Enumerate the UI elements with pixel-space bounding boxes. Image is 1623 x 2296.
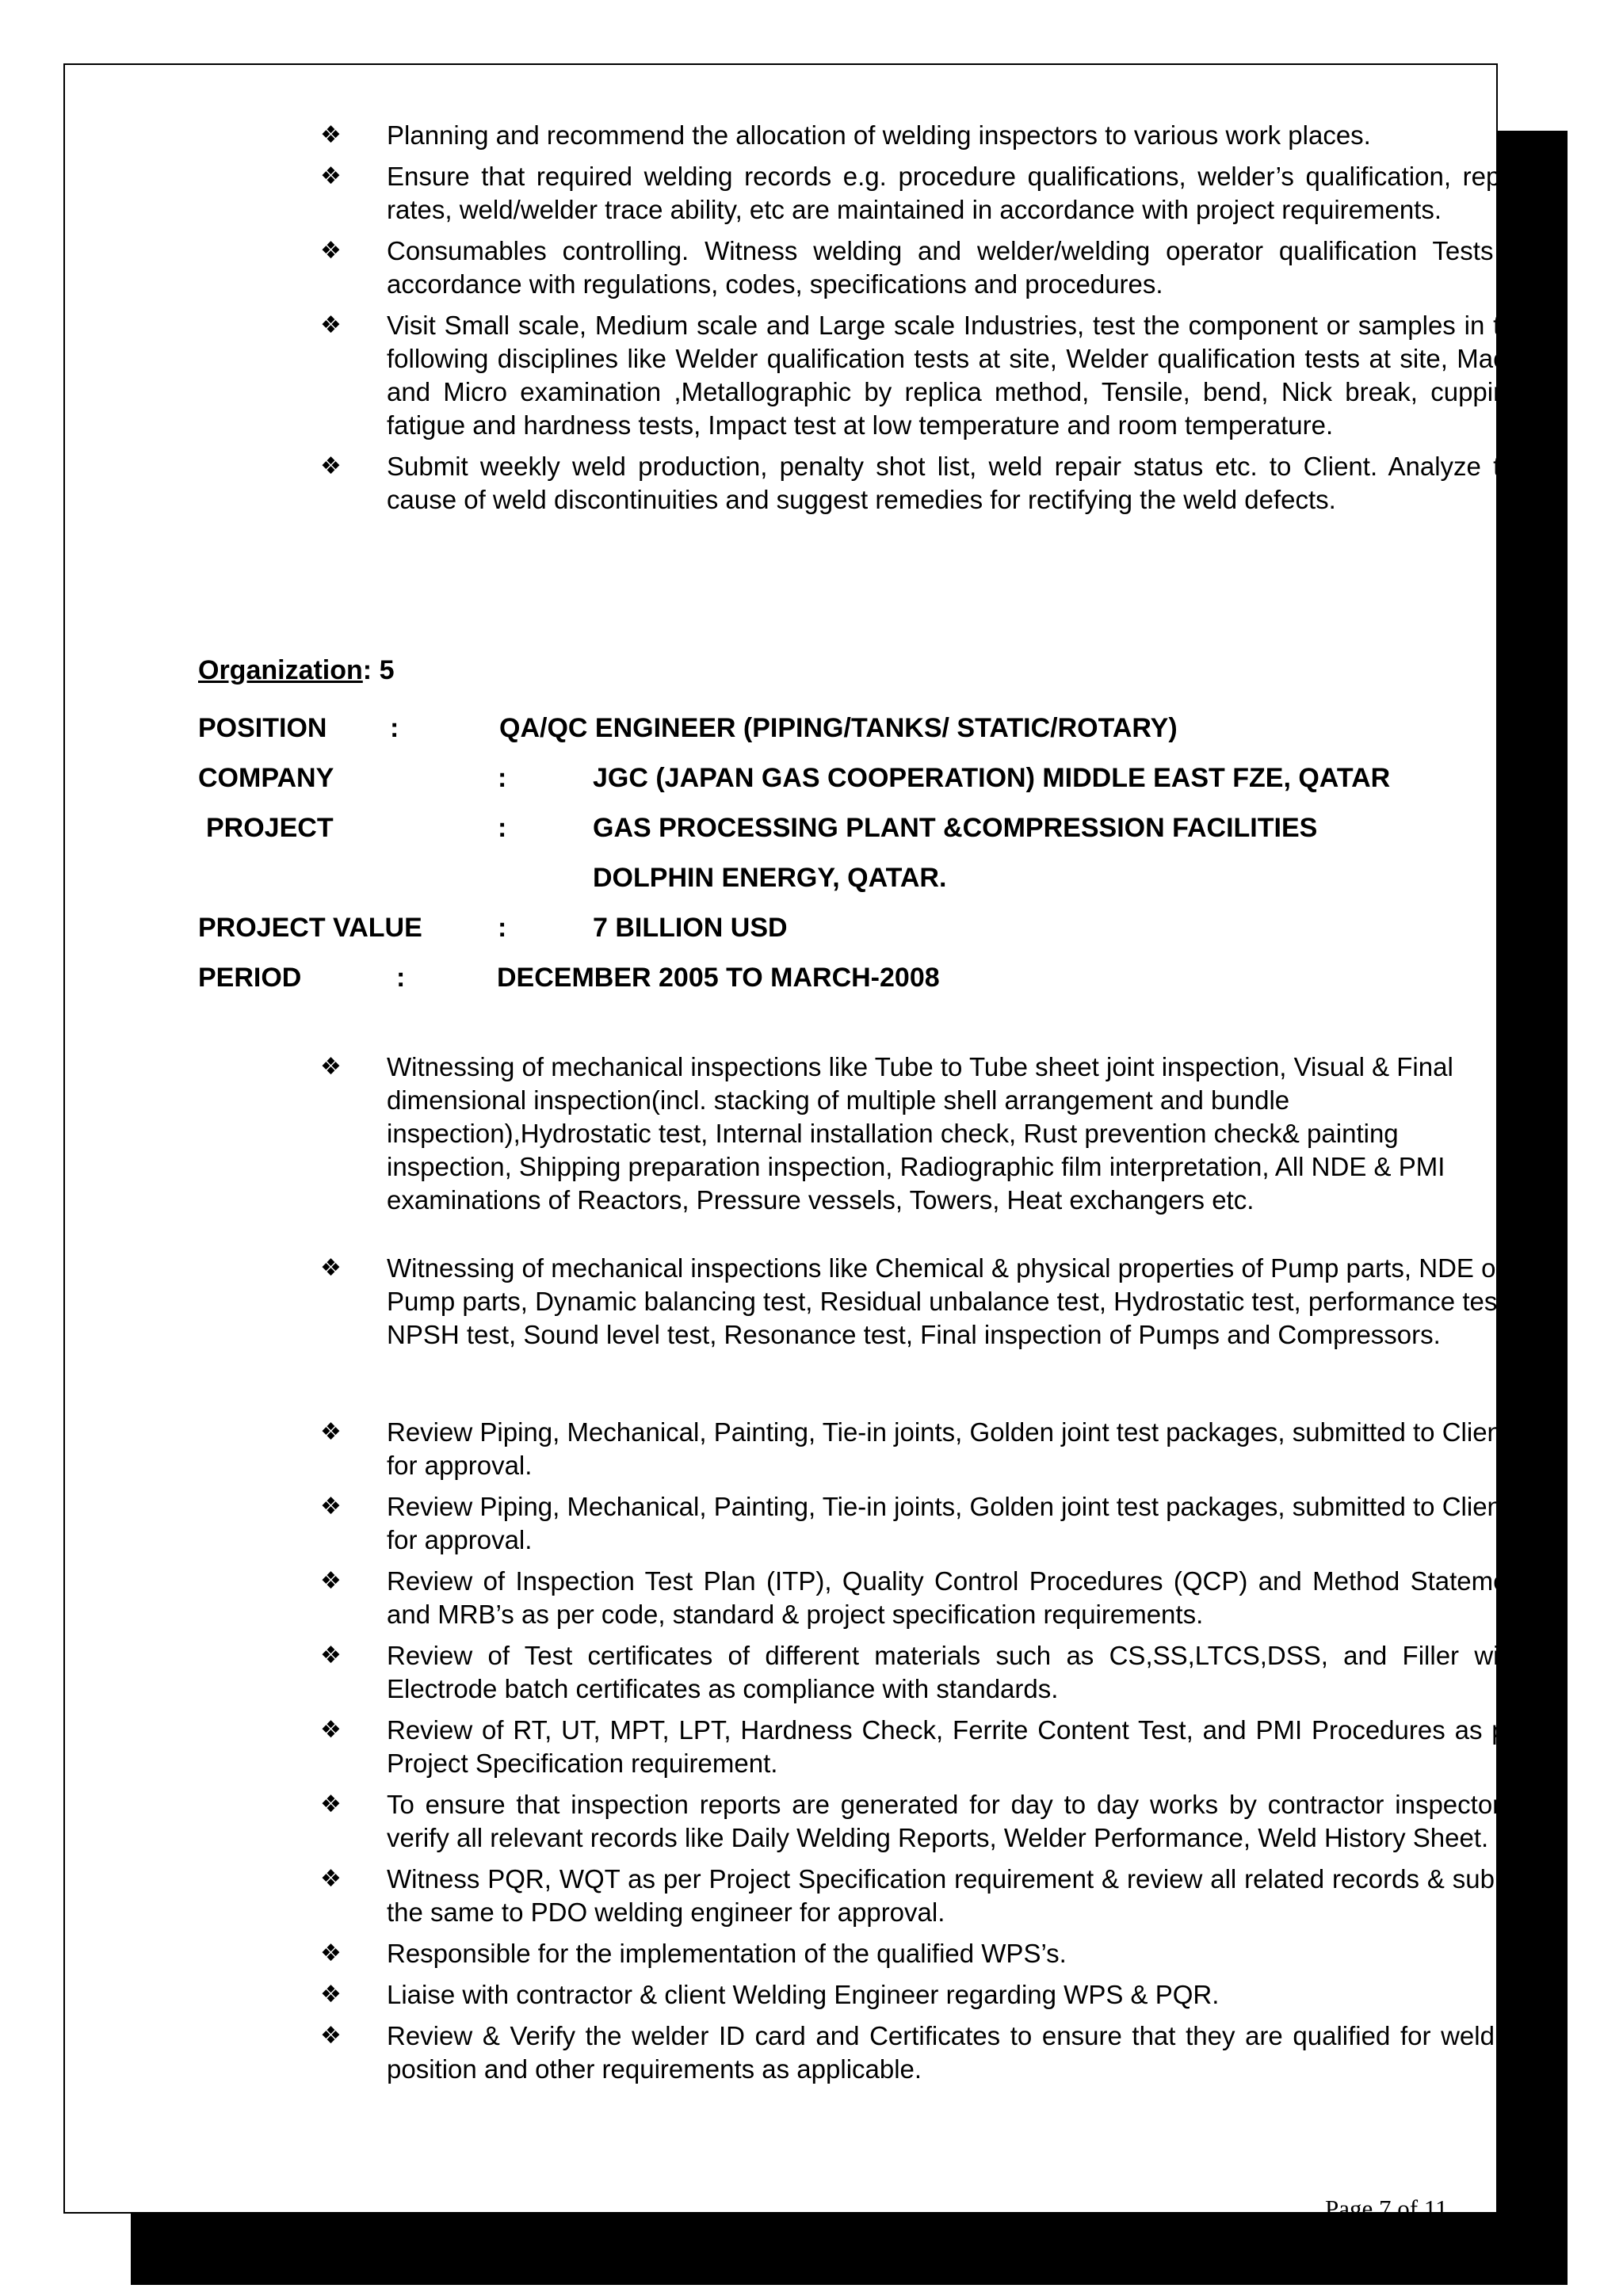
diamond-bullet-icon: ❖ <box>320 1567 342 1595</box>
list-item: ❖ Review of RT, UT, MPT, LPT, Hardness Check, Ferrite Content Test, and PMI Procedures as per Project Specification requirement. <box>320 1715 1529 1778</box>
diamond-bullet-icon: ❖ <box>320 121 342 149</box>
company-label: COMPANY <box>198 763 334 793</box>
list-item: ❖ Ensure that required welding records e.g. procedure qualifications, welder’s qualification, repair rates, weld/welder trace ability, etc are maintained in accordance with project requirements. <box>320 162 1529 224</box>
list-item: ❖ Review & Verify the welder ID card and Certificates to ensure that they are qualified for welding position and other requirements as applicable. <box>320 2021 1529 2084</box>
period-label: PERIOD <box>198 963 302 993</box>
diamond-bullet-icon: ❖ <box>320 1865 342 1893</box>
page-number: Page 7 of 11 <box>1325 2195 1448 2222</box>
diamond-bullet-icon: ❖ <box>320 1418 342 1446</box>
project-label: PROJECT <box>206 813 334 843</box>
diamond-bullet-icon: ❖ <box>320 452 342 480</box>
diamond-bullet-icon: ❖ <box>320 1716 342 1744</box>
responsibilities-list-top <box>320 119 1529 524</box>
page-shadow-bottom <box>131 2214 1568 2285</box>
list-item: ❖ Review Piping, Mechanical, Painting, Tie-in joints, Golden joint test packages, submitted to Client for approval. <box>320 1492 1510 1554</box>
responsibilities-list-middle <box>320 1051 1529 1386</box>
diamond-bullet-icon: ❖ <box>320 237 342 265</box>
organization-heading: Organization: 5 <box>198 655 395 685</box>
project-value-value: 7 BILLION USD <box>593 913 788 943</box>
position-value: QA/QC ENGINEER (PIPING/TANKS/ STATIC/ROTARY) <box>499 713 1178 743</box>
diamond-bullet-icon: ❖ <box>320 2022 342 2050</box>
company-value: JGC (JAPAN GAS COOPERATION) MIDDLE EAST FZE, QATAR <box>593 763 1391 793</box>
diamond-bullet-icon: ❖ <box>320 1939 342 1967</box>
diamond-bullet-icon: ❖ <box>320 1493 342 1520</box>
list-item: ❖ Review of Test certificates of different materials such as CS,SS,LTCS,DSS, and Filler wire, Electrode batch certificates as compliance with standards. <box>320 1641 1529 1703</box>
list-item: ❖ To ensure that inspection reports are generated for day to day works by contractor inspector & verify all relevant records like Daily Welding Reports, Welder Performance, Weld History Sheet. <box>320 1790 1529 1852</box>
list-item: ❖ Review of Inspection Test Plan (ITP), Quality Control Procedures (QCP) and Method Statement and MRB’s as per code, standard & project specification requirements. <box>320 1566 1529 1629</box>
list-item: ❖ Liaise with contractor & client Welding Engineer regarding WPS & PQR. <box>320 1978 1529 2012</box>
list-item: ❖ Consumables controlling. Witness welding and welder/welding operator qualification Tests in accordance with regulations, codes, specifications and procedures. <box>320 236 1529 299</box>
responsibilities-list-bottom <box>320 1416 1529 2094</box>
list-item: ❖ Submit weekly weld production, penalty shot list, weld repair status etc. to Client. Analyze the cause of weld discontinuities and suggest remedies for rectifying the weld defects. <box>320 452 1529 514</box>
diamond-bullet-icon: ❖ <box>320 311 342 339</box>
diamond-bullet-icon: ❖ <box>320 162 342 190</box>
document-page <box>63 63 1529 2222</box>
list-item: ❖ Visit Small scale, Medium scale and Large scale Industries, test the component or samples in the following disciplines like Welder qualification tests at site, Welder qualification tests at site, Macro and Micro examination ,Metallographic by replica method, Tensile, bend, Nick break, cupping, fatigue and hardness tests, Impact test at low temperature and room temperature. <box>320 311 1529 440</box>
project-value-line1: GAS PROCESSING PLANT &COMPRESSION FACILITIES <box>593 813 1318 843</box>
list-item: ❖ Responsible for the implementation of the qualified WPS’s. <box>320 1937 1529 1970</box>
list-item: ❖ Witness PQR, WQT as per Project Specification requirement & review all related records & submit the same to PDO welding engineer for approval. <box>320 1864 1529 1927</box>
project-value-line2: DOLPHIN ENERGY, QATAR. <box>593 863 947 893</box>
position-separator: : <box>390 713 399 743</box>
list-item: ❖ Review Piping, Mechanical, Painting, Tie-in joints, Golden joint test packages, submitted to Client for approval. <box>320 1417 1510 1480</box>
diamond-bullet-icon: ❖ <box>320 1254 342 1282</box>
project-value-separator: : <box>498 913 507 943</box>
list-item: ❖ Planning and recommend the allocation of welding inspectors to various work places. <box>320 119 1529 152</box>
company-separator: : <box>498 763 507 793</box>
position-label: POSITION <box>198 713 327 743</box>
period-separator: : <box>396 963 406 993</box>
project-value-label: PROJECT VALUE <box>198 913 422 943</box>
diamond-bullet-icon: ❖ <box>320 1791 342 1818</box>
diamond-bullet-icon: ❖ <box>320 1981 342 2008</box>
diamond-bullet-icon: ❖ <box>320 1053 342 1081</box>
list-item: ❖ Witnessing of mechanical inspections like Chemical & physical properties of Pump parts, NDE of Pump parts, Dynamic balancing test, Residual unbalance test, Hydrostatic test, performance test, NPSH test, Sound level test, Resonance test, Final inspection of Pumps and Compressors. <box>320 1253 1512 1349</box>
period-value: DECEMBER 2005 TO MARCH-2008 <box>497 963 940 993</box>
diamond-bullet-icon: ❖ <box>320 1642 342 1669</box>
list-item: ❖ Witnessing of mechanical inspections like Tube to Tube sheet joint inspection, Visual & Final dimensional inspection(incl. stacking of multiple shell arrangement and bundle inspection),Hydrostatic test, Internal installation check, Rust prevention check& painting inspection, Shipping preparation inspection, Radiographic film interpretation, All NDE & PMI examinations of Reactors, Pressure vessels, Towers, Heat exchangers etc. <box>320 1052 1453 1215</box>
project-separator: : <box>498 813 507 843</box>
